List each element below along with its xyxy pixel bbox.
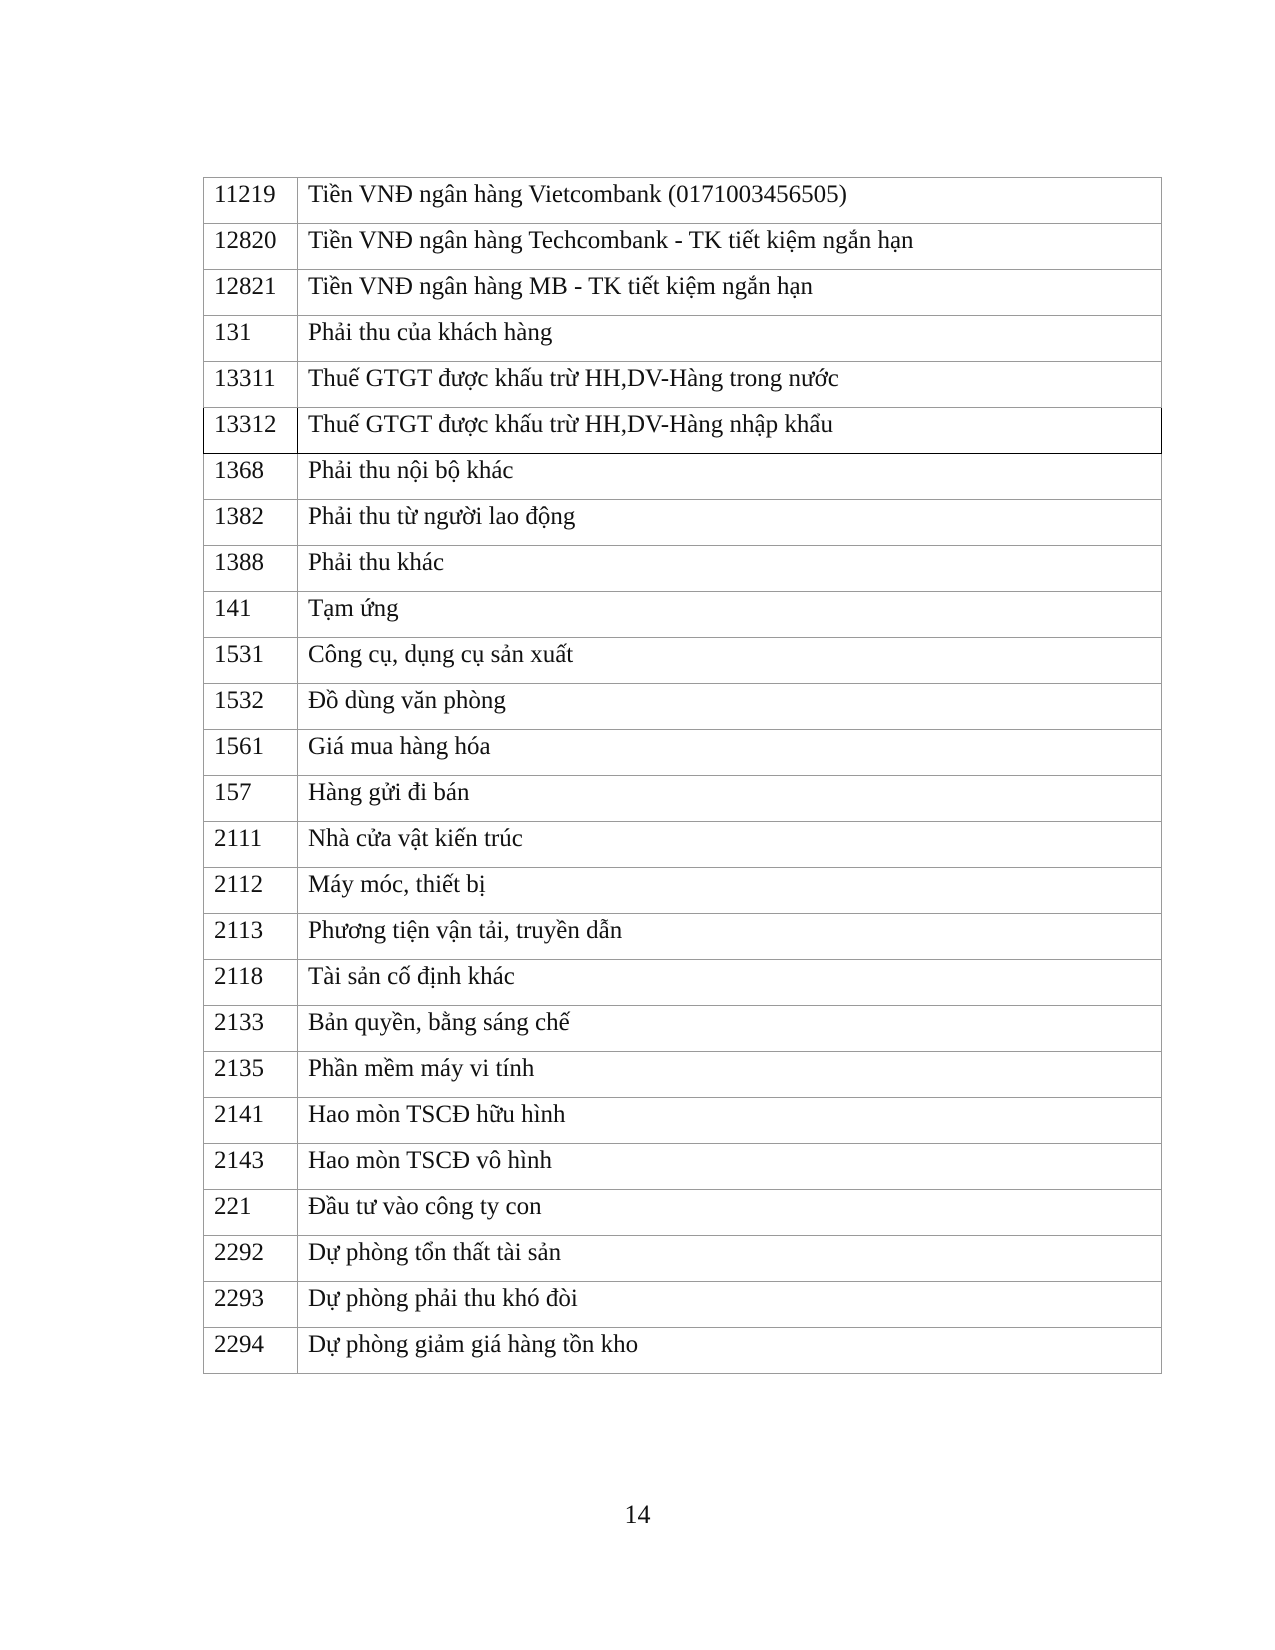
account-code-cell — [204, 224, 298, 270]
account-name: Máy móc, thiết bị — [308, 871, 486, 898]
account-code-cell — [204, 730, 298, 776]
table-row — [204, 1144, 1162, 1190]
account-code-cell — [204, 1328, 298, 1374]
account-name: Phải thu nội bộ khác — [308, 457, 514, 484]
account-code: 1388 — [214, 549, 264, 576]
account-code: 2113 — [214, 917, 264, 944]
account-name: Phần mềm máy vi tính — [308, 1055, 535, 1082]
account-code-cell — [204, 546, 298, 592]
account-name-cell — [298, 500, 1162, 546]
account-name-cell — [298, 362, 1162, 408]
account-code-cell — [204, 914, 298, 960]
account-name: Công cụ, dụng cụ sản xuất — [308, 641, 574, 668]
account-code-cell — [204, 1052, 298, 1098]
account-code: 12820 — [214, 227, 277, 254]
table-row — [204, 316, 1162, 362]
table-row — [204, 592, 1162, 638]
account-code-cell — [204, 960, 298, 1006]
account-code-cell — [204, 500, 298, 546]
account-code: 2118 — [214, 963, 264, 990]
account-name: Phải thu từ người lao động — [308, 503, 576, 530]
account-code-cell — [204, 638, 298, 684]
account-name: Tài sản cố định khác — [308, 963, 515, 990]
account-name: Dự phòng tổn thất tài sản — [308, 1239, 562, 1266]
account-code: 12821 — [214, 273, 277, 300]
table-row — [204, 178, 1162, 224]
account-name: Phương tiện vận tải, truyền dẫn — [308, 917, 623, 944]
account-name-cell — [298, 1236, 1162, 1282]
account-name-cell — [298, 914, 1162, 960]
page-number: 14 — [624, 1500, 651, 1529]
table-row — [204, 1052, 1162, 1098]
account-code: 13312 — [214, 411, 277, 438]
table-row — [204, 224, 1162, 270]
account-code-cell — [204, 1098, 298, 1144]
account-name-cell — [298, 960, 1162, 1006]
table-row — [204, 1282, 1162, 1328]
account-name: Phải thu của khách hàng — [308, 319, 553, 346]
account-code-cell — [204, 270, 298, 316]
account-code-cell — [204, 1144, 298, 1190]
account-code: 157 — [214, 779, 252, 806]
account-code: 2111 — [214, 825, 263, 852]
account-code-cell — [204, 592, 298, 638]
account-code: 13311 — [214, 365, 276, 392]
account-name-cell — [298, 1190, 1162, 1236]
account-code-cell — [204, 1190, 298, 1236]
account-code-cell — [204, 776, 298, 822]
account-name: Bản quyền, bằng sáng chế — [308, 1009, 570, 1036]
account-name-cell — [298, 1006, 1162, 1052]
table-row — [204, 270, 1162, 316]
accounts-table-container — [203, 177, 1161, 1374]
table-row — [204, 638, 1162, 684]
table-row — [204, 960, 1162, 1006]
table-row — [204, 546, 1162, 592]
account-name-cell — [298, 1098, 1162, 1144]
account-name-cell — [298, 822, 1162, 868]
account-name: Thuế GTGT được khấu trừ HH,DV-Hàng trong nước — [308, 365, 839, 392]
table-row — [204, 500, 1162, 546]
account-name-cell — [298, 1052, 1162, 1098]
account-name: Tạm ứng — [308, 595, 399, 622]
account-code-cell — [204, 1282, 298, 1328]
table-row — [204, 868, 1162, 914]
account-name-cell — [298, 224, 1162, 270]
account-code-cell — [204, 178, 298, 224]
account-code: 2135 — [214, 1055, 264, 1082]
table-row — [204, 1236, 1162, 1282]
account-name: Hao mòn TSCĐ hữu hình — [308, 1101, 566, 1128]
account-code-cell — [204, 822, 298, 868]
table-row — [204, 362, 1162, 408]
account-code-cell — [204, 454, 298, 500]
account-name-cell — [298, 454, 1162, 500]
table-row — [204, 822, 1162, 868]
account-name-cell — [298, 868, 1162, 914]
account-code: 2143 — [214, 1147, 264, 1174]
account-code: 1382 — [214, 503, 264, 530]
table-row — [204, 914, 1162, 960]
account-code: 141 — [214, 595, 252, 622]
account-code-cell — [204, 362, 298, 408]
account-code: 2292 — [214, 1239, 264, 1266]
table-row — [204, 1006, 1162, 1052]
account-code-cell — [204, 1006, 298, 1052]
table-row — [204, 730, 1162, 776]
account-name: Hao mòn TSCĐ vô hình — [308, 1147, 552, 1174]
table-row — [204, 454, 1162, 500]
table-row — [204, 1190, 1162, 1236]
account-name: Dự phòng phải thu khó đòi — [308, 1285, 578, 1312]
account-code: 2293 — [214, 1285, 264, 1312]
account-name-cell — [298, 1282, 1162, 1328]
account-code: 2133 — [214, 1009, 264, 1036]
account-name: Nhà cửa vật kiến trúc — [308, 825, 523, 852]
account-code-cell — [204, 408, 298, 454]
account-name: Dự phòng giảm giá hàng tồn kho — [308, 1331, 639, 1358]
account-name-cell — [298, 178, 1162, 224]
account-code: 1561 — [214, 733, 264, 760]
account-name-cell — [298, 1144, 1162, 1190]
table-row — [204, 684, 1162, 730]
account-code-cell — [204, 316, 298, 362]
account-code-cell — [204, 1236, 298, 1282]
account-name-cell — [298, 270, 1162, 316]
account-name: Đồ dùng văn phòng — [308, 687, 506, 714]
account-code-cell — [204, 684, 298, 730]
account-name: Giá mua hàng hóa — [308, 733, 491, 760]
account-name-cell — [298, 592, 1162, 638]
table-row-selected — [204, 408, 1162, 454]
account-name-cell — [298, 776, 1162, 822]
account-code-cell — [204, 868, 298, 914]
account-name: Tiền VNĐ ngân hàng Vietcombank (0171003456505) — [308, 181, 847, 208]
account-name-cell — [298, 1328, 1162, 1374]
account-name-cell — [298, 730, 1162, 776]
account-code: 1531 — [214, 641, 264, 668]
table-row — [204, 1328, 1162, 1374]
account-name-cell — [298, 408, 1162, 454]
account-name: Phải thu khác — [308, 549, 445, 576]
account-name-cell — [298, 638, 1162, 684]
account-code: 221 — [214, 1193, 252, 1220]
account-name-cell — [298, 546, 1162, 592]
table-row — [204, 1098, 1162, 1144]
accounts-table — [203, 177, 1162, 1374]
account-name: Đầu tư vào công ty con — [308, 1193, 542, 1220]
account-code: 1532 — [214, 687, 264, 714]
account-name: Thuế GTGT được khấu trừ HH,DV-Hàng nhập khẩu — [308, 411, 833, 438]
account-code: 1368 — [214, 457, 264, 484]
account-code: 11219 — [214, 181, 276, 208]
account-name: Tiền VNĐ ngân hàng MB - TK tiết kiệm ngắn hạn — [308, 273, 814, 300]
account-name: Hàng gửi đi bán — [308, 779, 470, 806]
account-code: 2294 — [214, 1331, 264, 1358]
table-row — [204, 776, 1162, 822]
account-name: Tiền VNĐ ngân hàng Techcombank - TK tiết kiệm ngắn hạn — [308, 227, 914, 254]
account-code: 131 — [214, 319, 252, 346]
account-code: 2141 — [214, 1101, 264, 1128]
account-name-cell — [298, 684, 1162, 730]
account-name-cell — [298, 316, 1162, 362]
account-code: 2112 — [214, 871, 264, 898]
